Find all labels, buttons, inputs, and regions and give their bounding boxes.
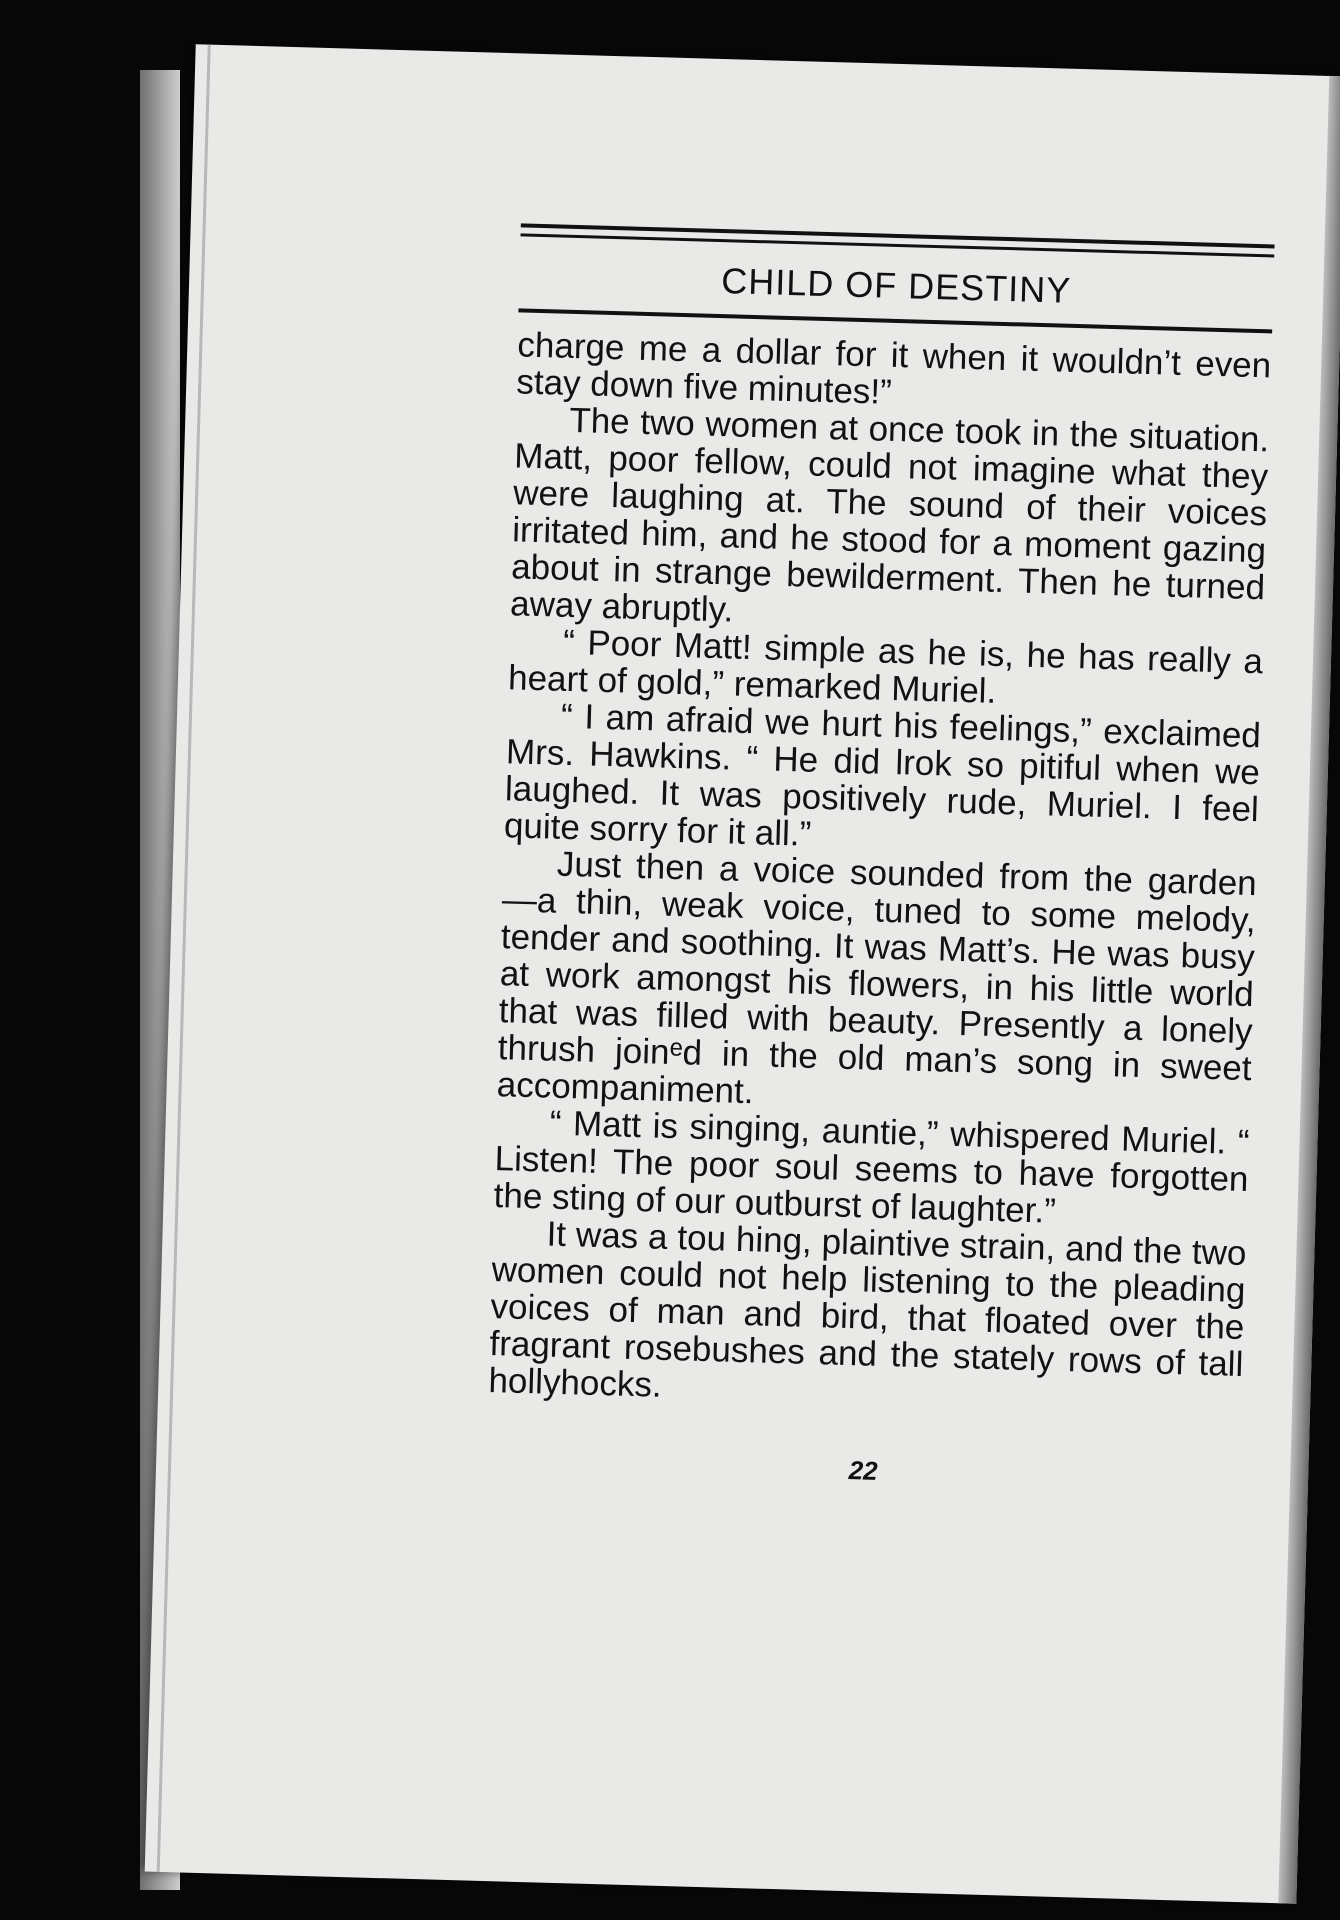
paragraph: “ I am afraid we hurt his feelings,” exclaimed Mrs. Hawkins. “ He did lrok so pitiful when we laughed. It was positively rude, Muriel. I feel quite sorry for it all.” bbox=[503, 696, 1262, 854]
paragraph: “ Poor Matt! simple as he is, he has really a heart of gold,” remarked Muriel. bbox=[507, 622, 1264, 711]
paragraph: Just then a voice sounded from the garden —a thin, weak voice, tuned to some melody, tender and soothing. It was Matt’s. He was busy at work amongst his flowers, in his little world that was filled with beauty. Presently a lonely thrush joinᵉd in the old man’s song in sweet accompaniment. bbox=[496, 844, 1258, 1112]
running-head: CHILD OF DESTINY bbox=[720, 260, 1072, 311]
paragraph: It was a tou hing, plaintive strain, and the two women could not help listening to the pleading voices of man and bird, that floated over the fragrant rosebushes and the stately rows of tall hollyhocks. bbox=[488, 1214, 1247, 1405]
paragraph: “ Matt is singing, auntie,” whispered Muriel. “ Listen! The poor soul seems to have forgotten the sting of our outburst of laughter.” bbox=[493, 1103, 1251, 1231]
book-page bbox=[145, 44, 1340, 1903]
page-edge-shadow bbox=[1278, 76, 1340, 1904]
paragraph: charge me a dollar for it when it wouldn’t even stay down five minutes!” bbox=[515, 325, 1272, 412]
paragraph: The two women at once took in the situation. Matt, poor fellow, could not imagine what they were laughing at. The sound of their voices irritated him, and he stood for a moment gazing about in strange bewilderment. Then he turned away abruptly. bbox=[509, 400, 1270, 630]
body-text bbox=[488, 326, 1272, 1420]
page-number: 22 bbox=[848, 1455, 879, 1486]
page-content bbox=[486, 223, 1275, 1497]
